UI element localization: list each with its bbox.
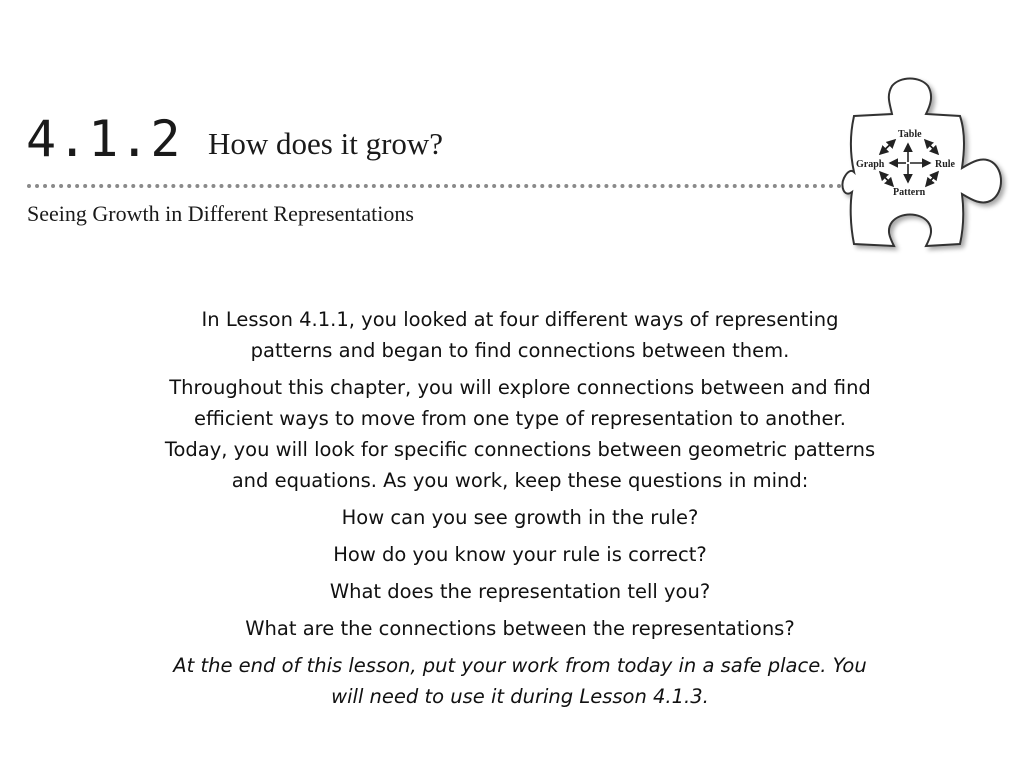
question-item: What are the connections between the representations? — [245, 617, 795, 640]
lesson-subtitle: Seeing Growth in Different Representations — [27, 201, 414, 226]
question-item: How do you know your rule is correct? — [333, 543, 707, 566]
dotted-divider — [27, 184, 842, 188]
lesson-title: How does it grow? — [208, 126, 444, 161]
puzzle-label-table: Table — [898, 129, 922, 140]
question-item: What does the representation tell you? — [329, 580, 711, 603]
explore-paragraph: Throughout this chapter, you will explore connections between and find efficient ways to move from one type of representation to another. Today, you will look for specific connections between geometric patterns and equations. As you work, keep these questions in mind: — [164, 376, 876, 492]
puzzle-label-rule: Rule — [935, 159, 955, 170]
lesson-body — [160, 304, 880, 718]
question-item: How can you see growth in the rule? — [341, 506, 699, 529]
intro-paragraph: In Lesson 4.1.1, you looked at four different ways of representing patterns and began to find connections between them. — [201, 308, 839, 362]
lesson-number: 4.1.2 — [26, 110, 182, 168]
closing-note: At the end of this lesson, put your work from today in a safe place. You will need to use it during Lesson 4.1.3. — [173, 654, 867, 708]
puzzle-piece-icon — [840, 74, 1015, 264]
lesson-header — [0, 0, 1024, 270]
puzzle-label-graph: Graph — [856, 159, 885, 170]
puzzle-label-pattern: Pattern — [893, 187, 926, 198]
